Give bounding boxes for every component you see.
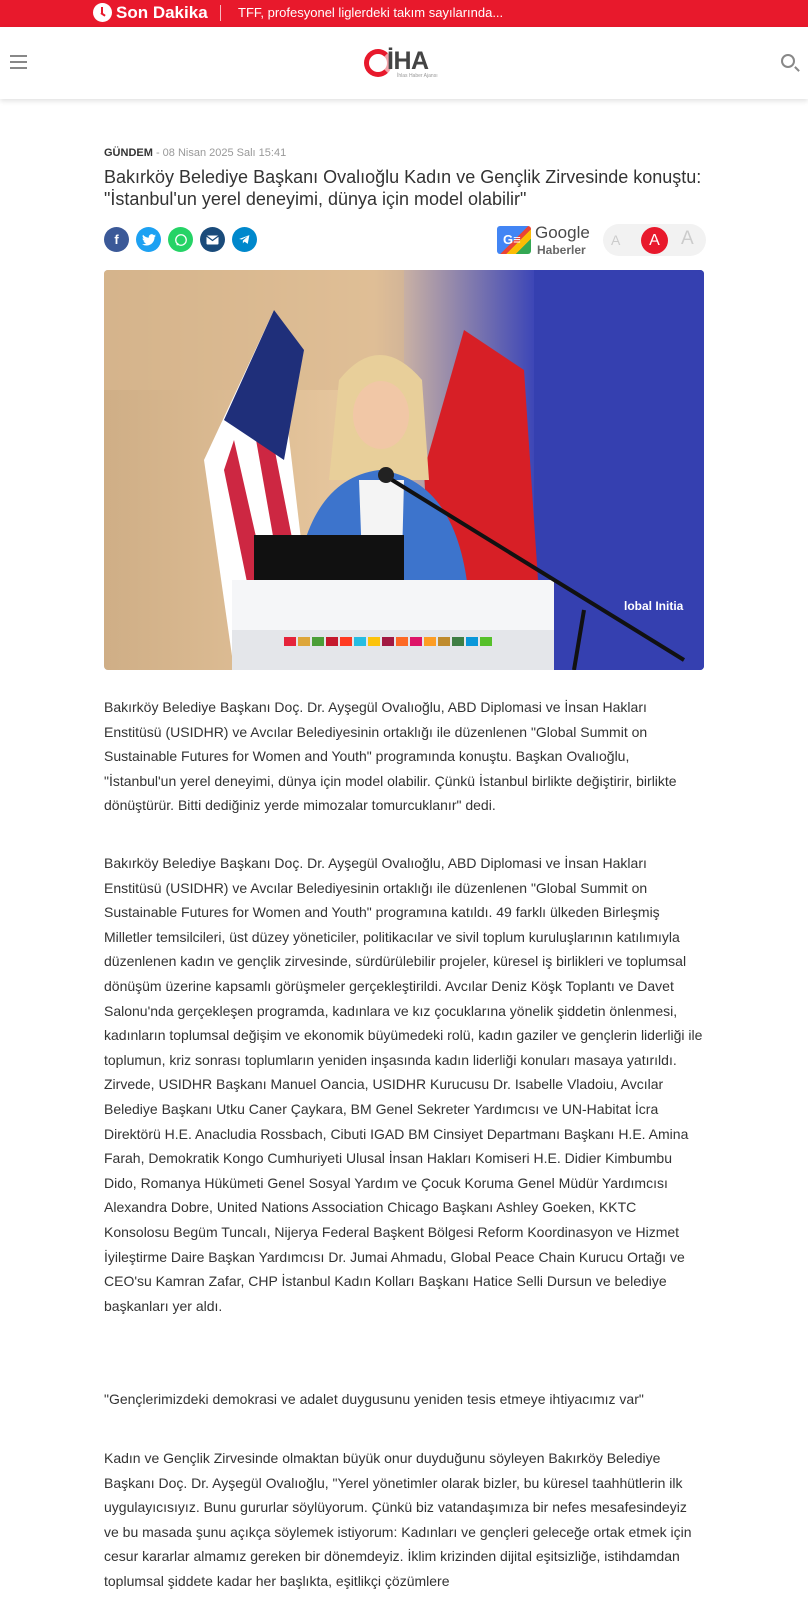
- sdg-icons: [284, 637, 492, 646]
- font-size-small-button[interactable]: A: [611, 232, 621, 248]
- article-paragraph: Bakırköy Belediye Başkanı Doç. Dr. Ayşegül Ovalıoğlu, ABD Diplomasi ve İnsan Hakları Enstitüsü (USIDHR) ve Avcılar Belediyesinin ortaklığı ile düzenlenen "Global Summit on Sustainable Futures for Women and Youth" programında konuştu. Başkan Ovalıoğlu, "İstanbul'un yerel deneyimi, dünya için model olabilir. Çünkü İstanbul birlikte değiştirir, birlikte dönüştürür. Bitti dediğiniz yerde mimozalar tomurcuklanır" dedi.: [104, 699, 677, 814]
- article-subheading: "Gençlerimizdeki demokrasi ve adalet duygusunu yeniden tesis etmeye ihtiyacımız var": [104, 1391, 644, 1407]
- logo-text: İHA: [387, 47, 429, 75]
- facebook-icon[interactable]: f: [104, 227, 129, 252]
- article-paragraph: Bakırköy Belediye Başkanı Doç. Dr. Ayşegül Ovalıoğlu, ABD Diplomasi ve İnsan Hakları Enstitüsü (USIDHR) ve Avcılar Belediyesinin ortaklığı ile düzenlenen "Global Summit on Sustainable Futures for Women and Youth" programına katıldı. 49 farklı ülkeden Birleşmiş Milletler temsilcileri, üst düzey yöneticiler, politikacılar ve sivil toplum kuruluşlarının katılımıyla düzenlenen kadın ve gençlik zirvesinde, sürdürülebilir projeler, küresel iş birlikleri ve toplumsal dönüşüm üzerine kapsamlı görüşmeler gerçekleştirildi. Avcılar Deniz Köşk Toplantı ve Davet Salonu'nda gerçekleşen programda, kadınlara ve kız çocuklarına yönelik şiddetin önlenmesi, kadınların toplumsal değişim ve ekonomik büyümedeki rolü, kadın gaziler ve gençlerin liderliği ile toplumun, kriz sonrası toplumların yeniden inşasında kadın liderliği konuları masaya yatırıldı. Zirvede, USIDHR Başkanı Manuel Oancia, USIDHR Kurucusu Dr. Isabelle Vladoiu, Avcılar Belediye Başkanı Utku Caner Çaykara, BM Genel Sekreter Yardımcısı ve UN-Habitat İcra Direktörü H.E. Anacludia Rossbach, Cibuti IGAD BM Cinsiyet Departmanı Başkanı H.E. Amina Farah, Demokratik Kongo Cumhuriyeti Ulusal İnsan Hakları Komiseri H.E. Didier Kimbumbu Dido, Romanya Hükümeti Genel Sosyal Yardım ve Çocuk Koruma Genel Müdür Yardımcısı Alexandra Dobre, United Nations Association Chicago Başkanı Ashley Goeken, KKTC Konsolosu Begüm Tuncalı, Nijerya Federal Başkent Bölgesi Reform Koordinasyon ve Hizmet İyileştirme Daire Başkan Yardımcısı Dr. Jumai Ahmadu, Global Peace Chain Kurucu Ortağı ve CEO'su Kamran Zafar, CHP İstanbul Kadın Kolları Başkanı Hatice Selli Dursun ve belediye başkanları yer aldı.: [104, 855, 703, 1314]
- breaking-ticker-link[interactable]: TFF, profesyonel liglerdeki takım sayılarında...: [238, 5, 504, 20]
- article-title: Bakırköy Belediye Başkanı Ovalıoğlu Kadın ve Gençlik Zirvesinde konuştu: "İstanbul'un yerel deneyimi, dünya için model olabilir": [104, 167, 702, 209]
- site-header: [0, 27, 808, 99]
- menu-icon[interactable]: [10, 55, 27, 69]
- google-news-label: Google: [535, 223, 590, 242]
- divider: [220, 5, 221, 21]
- font-size-large-button[interactable]: A: [681, 228, 694, 249]
- publish-date: - 08 Nisan 2025 Salı 15:41: [152, 147, 287, 159]
- article-paragraph: Kadın ve Gençlik Zirvesinde olmaktan büyük onur duyduğunu söyleyen Bakırköy Belediye Başkanı Doç. Dr. Ayşegül Ovalıoğlu, "Yerel yönetimler olarak bizler, bu küresel taahhütlerin ilk uygulayıcısıyız. Bunu gururlar söylüyorum. Çünkü biz vatandaşımıza bir nefes mesafesindeyiz ve bu masada şunu açıkça söylemek istiyorum: Kadınları ve gençleri geleceğe ortak etmek için cesur kararlar almamız gereken bir dönemdeyiz. İklim krizinden dijital eşitsizliğe, istihdamdan toplumsal şiddete kadar her başlıkta, eşitlikçi çözümlere: [104, 1450, 692, 1589]
- category-link[interactable]: GÜNDEM: [104, 147, 153, 159]
- article-meta: [104, 147, 286, 159]
- photo-sign-text: lobal Initia: [624, 599, 684, 613]
- whatsapp-icon[interactable]: [168, 227, 193, 252]
- breaking-news-bar[interactable]: [0, 0, 808, 27]
- font-size-control: [603, 224, 706, 256]
- photo-illustration: [104, 270, 704, 670]
- article-photo[interactable]: [104, 270, 704, 670]
- logo-tagline: İhlas Haber Ajansı: [397, 73, 438, 79]
- google-news-icon: G≡: [497, 226, 531, 254]
- share-bar: [104, 227, 257, 252]
- breaking-label: Son Dakika: [116, 3, 208, 22]
- clock-icon: [93, 3, 112, 22]
- search-icon[interactable]: [781, 54, 795, 68]
- telegram-icon[interactable]: [232, 227, 257, 252]
- font-size-medium-button[interactable]: A: [641, 227, 668, 254]
- twitter-icon[interactable]: [136, 227, 161, 252]
- mail-icon[interactable]: [200, 227, 225, 252]
- google-news-button[interactable]: [497, 222, 593, 258]
- site-logo[interactable]: [364, 47, 446, 79]
- google-news-sublabel: Haberler: [537, 243, 586, 257]
